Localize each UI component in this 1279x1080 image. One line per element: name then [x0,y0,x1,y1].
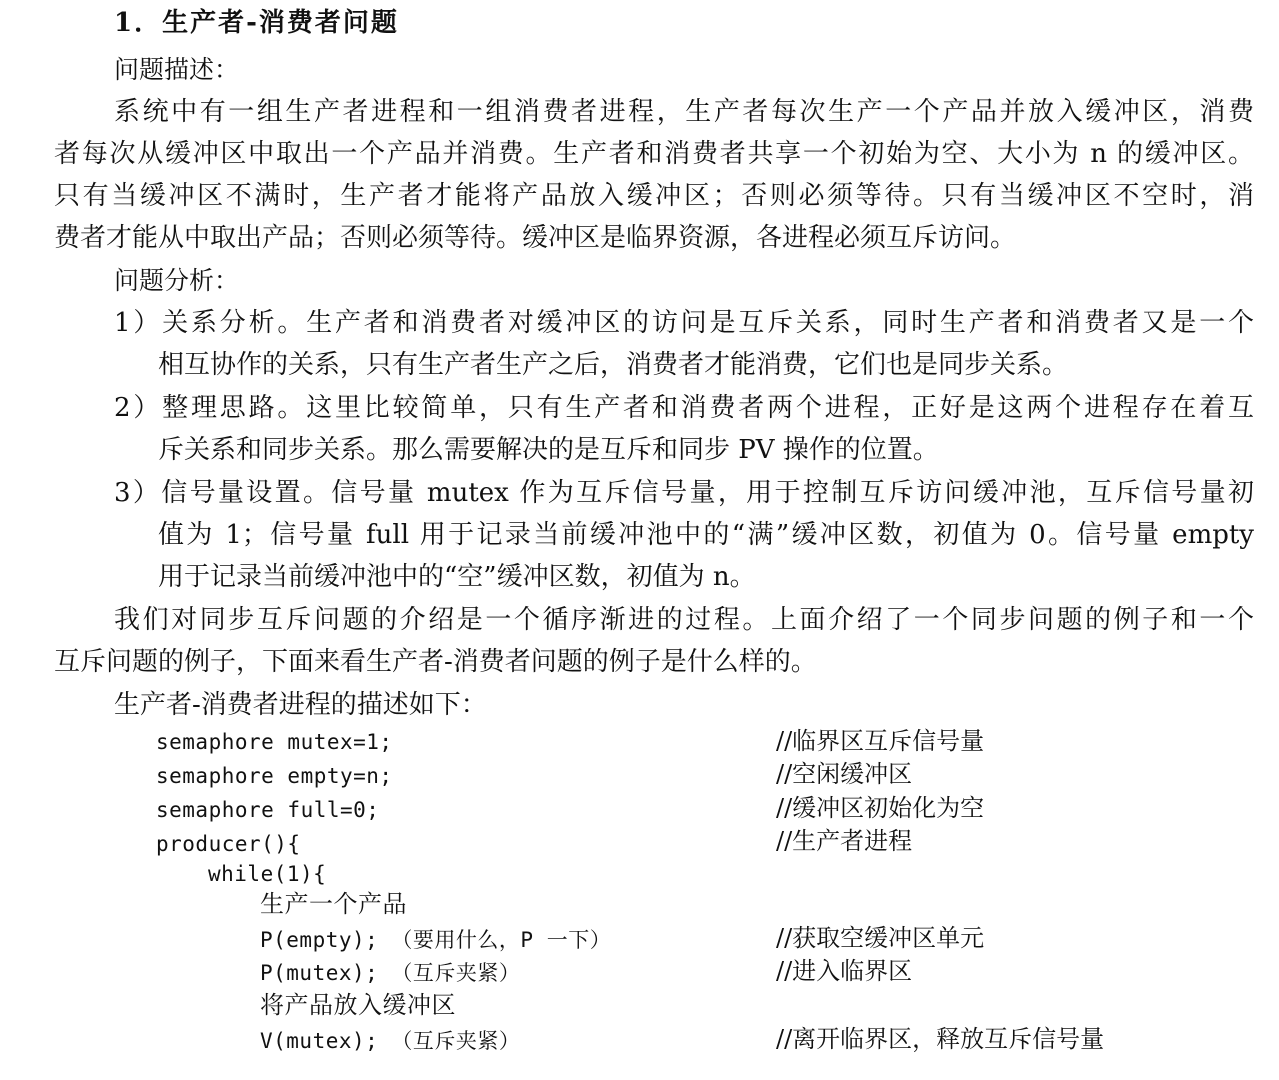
list-item-line: 用于记录当前缓冲池中的“空”缓冲区数，初值为 n。 [158,562,756,592]
section-title: 1．生产者-消费者问题 [114,8,399,38]
paragraph-line: 系统中有一组生产者进程和一组消费者进程，生产者每次生产一个产品并放入缓冲区，消费 [114,97,1254,127]
analysis-heading: 问题分析： [114,266,240,295]
paragraph-line: 费者才能从中取出产品；否则必须等待。缓冲区是临界资源，各进程必须互斥访问。 [54,223,1017,253]
code-line: P(empty); （要用什么，P 一下） [260,928,612,952]
paragraph-line: 互斥问题的例子，下面来看生产者-消费者问题的例子是什么样的。 [54,647,817,677]
code-comment: //临界区互斥信号量 [776,727,985,755]
paragraph-line: 只有当缓冲区不满时，生产者才能将产品放入缓冲区；否则必须等待。只有当缓冲区不空时，消 [54,181,1254,211]
code-line: semaphore full=0; [156,798,380,822]
list-item-line: 相互协作的关系，只有生产者生产之后，消费者才能消费，它们也是同步关系。 [158,350,1069,380]
list-item-line: 斥关系和同步关系。那么需要解决的是互斥和同步 PV 操作的位置。 [158,435,939,465]
list-item-line: 2）整理思路。这里比较简单，只有生产者和消费者两个进程，正好是这两个进程存在着互 [114,393,1254,423]
code-comment: //空闲缓冲区 [776,760,913,788]
code-intro: 生产者-消费者进程的描述如下： [114,690,487,720]
code-line: V(mutex); （互斥夹紧） [260,1029,521,1053]
code-line: semaphore empty=n; [156,764,393,788]
paragraph-line: 我们对同步互斥问题的介绍是一个循序渐进的过程。上面介绍了一个同步问题的例子和一个 [114,605,1254,635]
code-comment: //缓冲区初始化为空 [776,794,985,822]
code-comment: //进入临界区 [776,957,913,985]
code-line: semaphore mutex=1; [156,730,393,754]
code-line: P(mutex); （互斥夹紧） [260,961,521,985]
code-comment: //离开临界区，释放互斥信号量 [776,1025,1105,1053]
code-line: 生产一个产品 [260,890,407,918]
list-item-line: 3）信号量设置。信号量 mutex 作为互斥信号量，用于控制互斥访问缓冲池，互斥信号量初 [114,478,1254,508]
code-line: producer(){ [156,832,301,856]
code-comment: //获取空缓冲区单元 [776,924,985,952]
code-line: 将产品放入缓冲区 [260,991,456,1019]
list-item-line: 值为 1；信号量 full 用于记录当前缓冲池中的“满”缓冲区数，初值为 0。信号量 empty [158,520,1254,550]
description-heading: 问题描述： [114,55,240,84]
paragraph-line: 者每次从缓冲区中取出一个产品并消费。生产者和消费者共享一个初始为空、大小为 n 的缓冲区。 [54,139,1254,169]
code-comment: //生产者进程 [776,827,913,855]
list-item-line: 1）关系分析。生产者和消费者对缓冲区的访问是互斥关系，同时生产者和消费者又是一个 [114,308,1254,338]
code-line: while(1){ [208,862,327,886]
